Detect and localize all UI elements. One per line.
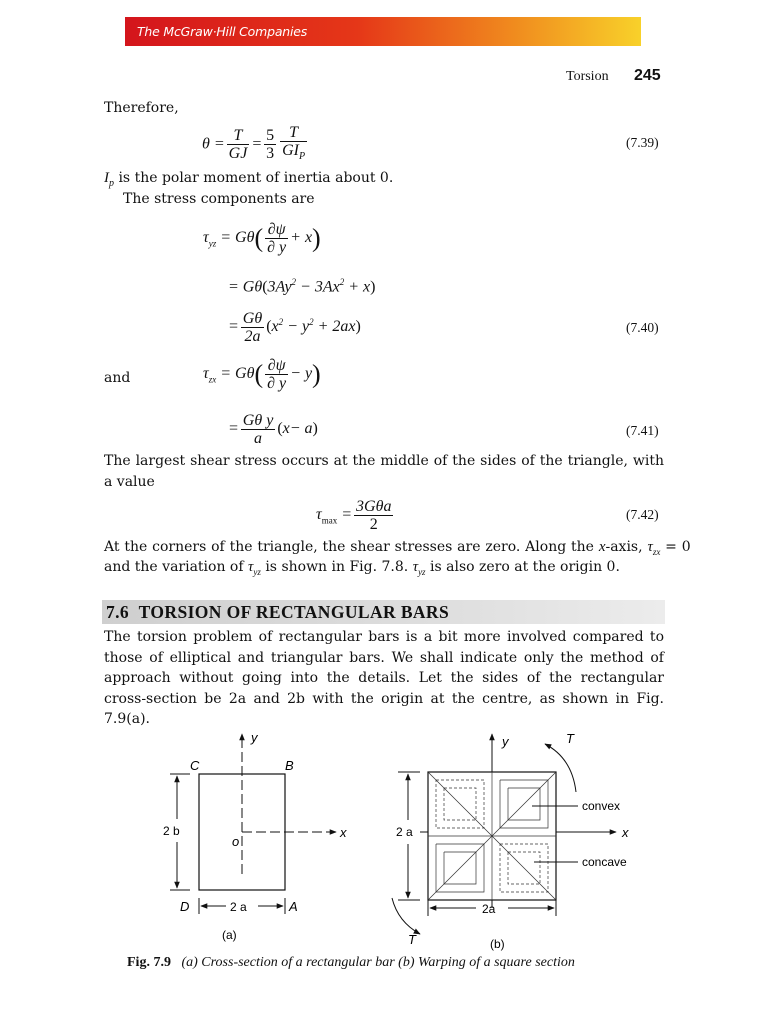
- page-number: 245: [634, 67, 661, 84]
- section-paragraph: The torsion problem of rectangular bars is a bit more involved compared to those of elliptical and triangular bars. We shall indicate only the method of approach without going into the details. Let the sides of the rectangular cross-section be 2a and 2b with the origin at the centre, as shown in Fig. 7.9(a).: [104, 629, 664, 727]
- figure-b-convex-label: convex: [582, 799, 621, 813]
- corners-text-d: and the variation of: [104, 559, 244, 575]
- corners-text-f: is also zero at the origin 0.: [430, 559, 620, 575]
- figure-b-width-label: 2a: [482, 902, 496, 916]
- running-head-title: Torsion: [566, 69, 609, 84]
- and-text: and: [104, 370, 131, 386]
- equation-tau-yz-line-3: = $\frac{G\theta}{2a}$ $(x^2 - y^2 + 2ax)$: [228, 310, 361, 345]
- figure-a-x-label: x: [340, 825, 347, 840]
- figure-b-torque-bottom-label: T: [408, 932, 416, 947]
- section-title-text: TORSION OF RECTANGULAR BARS: [138, 602, 450, 622]
- largest-shear-paragraph: The largest shear stress occurs at the middle of the sides of the triangle, with a value: [104, 453, 664, 490]
- equation-tau-yz: $\tau_{yz} = G\theta$( $\frac{\partial\psi}{\partial y}$ + x): [203, 221, 321, 256]
- equation-tau-zx-line-2: = $\frac{\text{Gθ y}}{a}$ (x− a): [228, 412, 318, 447]
- running-head: [566, 69, 609, 85]
- figure-b-torque-top-label: T: [566, 731, 574, 746]
- equation-number-7-40: (7.40): [626, 320, 659, 335]
- ip-definition: $I_p$ is the polar moment of inertia about 0.: [104, 170, 394, 189]
- figure-a-sub-label: (a): [222, 928, 237, 942]
- figure-b-concave-label: concave: [582, 855, 627, 869]
- section-title: [106, 602, 449, 623]
- equation-number-7-42: (7.42): [626, 507, 659, 522]
- figure-caption: [127, 955, 575, 971]
- equation-number-7-39: (7.39): [626, 135, 659, 150]
- therefore-text: Therefore,: [104, 100, 179, 116]
- figure-7-9: [0, 722, 768, 972]
- equation-tau-zx: $\tau_{zx} = G\theta$( $\frac{\partial\psi}{\partial y}$ − y): [203, 357, 321, 392]
- ip-definition-text: is the polar moment of inertia about 0.: [118, 170, 394, 186]
- figure-a-width-label: 2 a: [230, 900, 247, 914]
- figure-b-height-label: 2 a: [396, 825, 413, 839]
- corners-text-a: At the corners of the triangle, the shear stresses are zero. Along the: [104, 539, 594, 555]
- figure-b-square: [392, 731, 629, 951]
- figure-b-torque-arrow-bottom: [392, 898, 420, 934]
- figure-a-y-label: y: [251, 730, 258, 745]
- section-heading: [102, 600, 665, 624]
- figure-a-corner-a: A: [289, 899, 298, 914]
- publisher-banner: [125, 17, 641, 46]
- figure-a-corner-b: B: [285, 758, 294, 773]
- figure-b-y-label: y: [502, 734, 509, 749]
- corners-text-b: -axis,: [605, 539, 643, 555]
- figure-a-corner-d: D: [180, 899, 190, 914]
- figure-caption-label: Fig. 7.9: [127, 955, 171, 970]
- figure-b-sub-label: (b): [490, 937, 505, 951]
- figure-a-height-label: 2 b: [163, 824, 180, 838]
- stress-components-text: The stress components are: [123, 191, 315, 207]
- corners-text-e: is shown in Fig. 7.8.: [265, 559, 409, 575]
- figure-b-x-label: x: [622, 825, 629, 840]
- figure-a-rectangle: [163, 730, 347, 942]
- figure-b-contour-lines: [428, 772, 556, 900]
- equation-tau-yz-line-2: = $G\theta(3Ay^2 - 3Ax^2 + x)$: [228, 277, 376, 296]
- figure-caption-text: (a) Cross-section of a rectangular bar (b) Warping of a square section: [181, 955, 575, 970]
- equation-tau-max: $\tau_{max}$ = $\frac{\text{3Gθa}}{2}$: [316, 498, 392, 533]
- corners-line-2: and the variation of $\tau_{yz}$ is shown in Fig. 7.8. $\tau_{yz}$ is also zero at the origin 0.: [104, 559, 620, 577]
- section-number: 7.6: [106, 602, 130, 622]
- figure-a-corner-c: C: [190, 758, 200, 773]
- equation-number-7-41: (7.41): [626, 423, 659, 438]
- corners-text-c: = 0: [665, 539, 691, 555]
- publisher-brand: The McGraw·Hill Companies: [137, 24, 308, 39]
- corners-line-1: At the corners of the triangle, the shear stresses are zero. Along the x-axis, $\tau_{zx} = 0$: [104, 539, 691, 557]
- figure-a-origin: o: [232, 834, 240, 849]
- equation-7-39: θ = $\frac{T}{GJ}$ = $\frac{5}{3}$ $\frac{T}{GI_P}$: [202, 124, 306, 163]
